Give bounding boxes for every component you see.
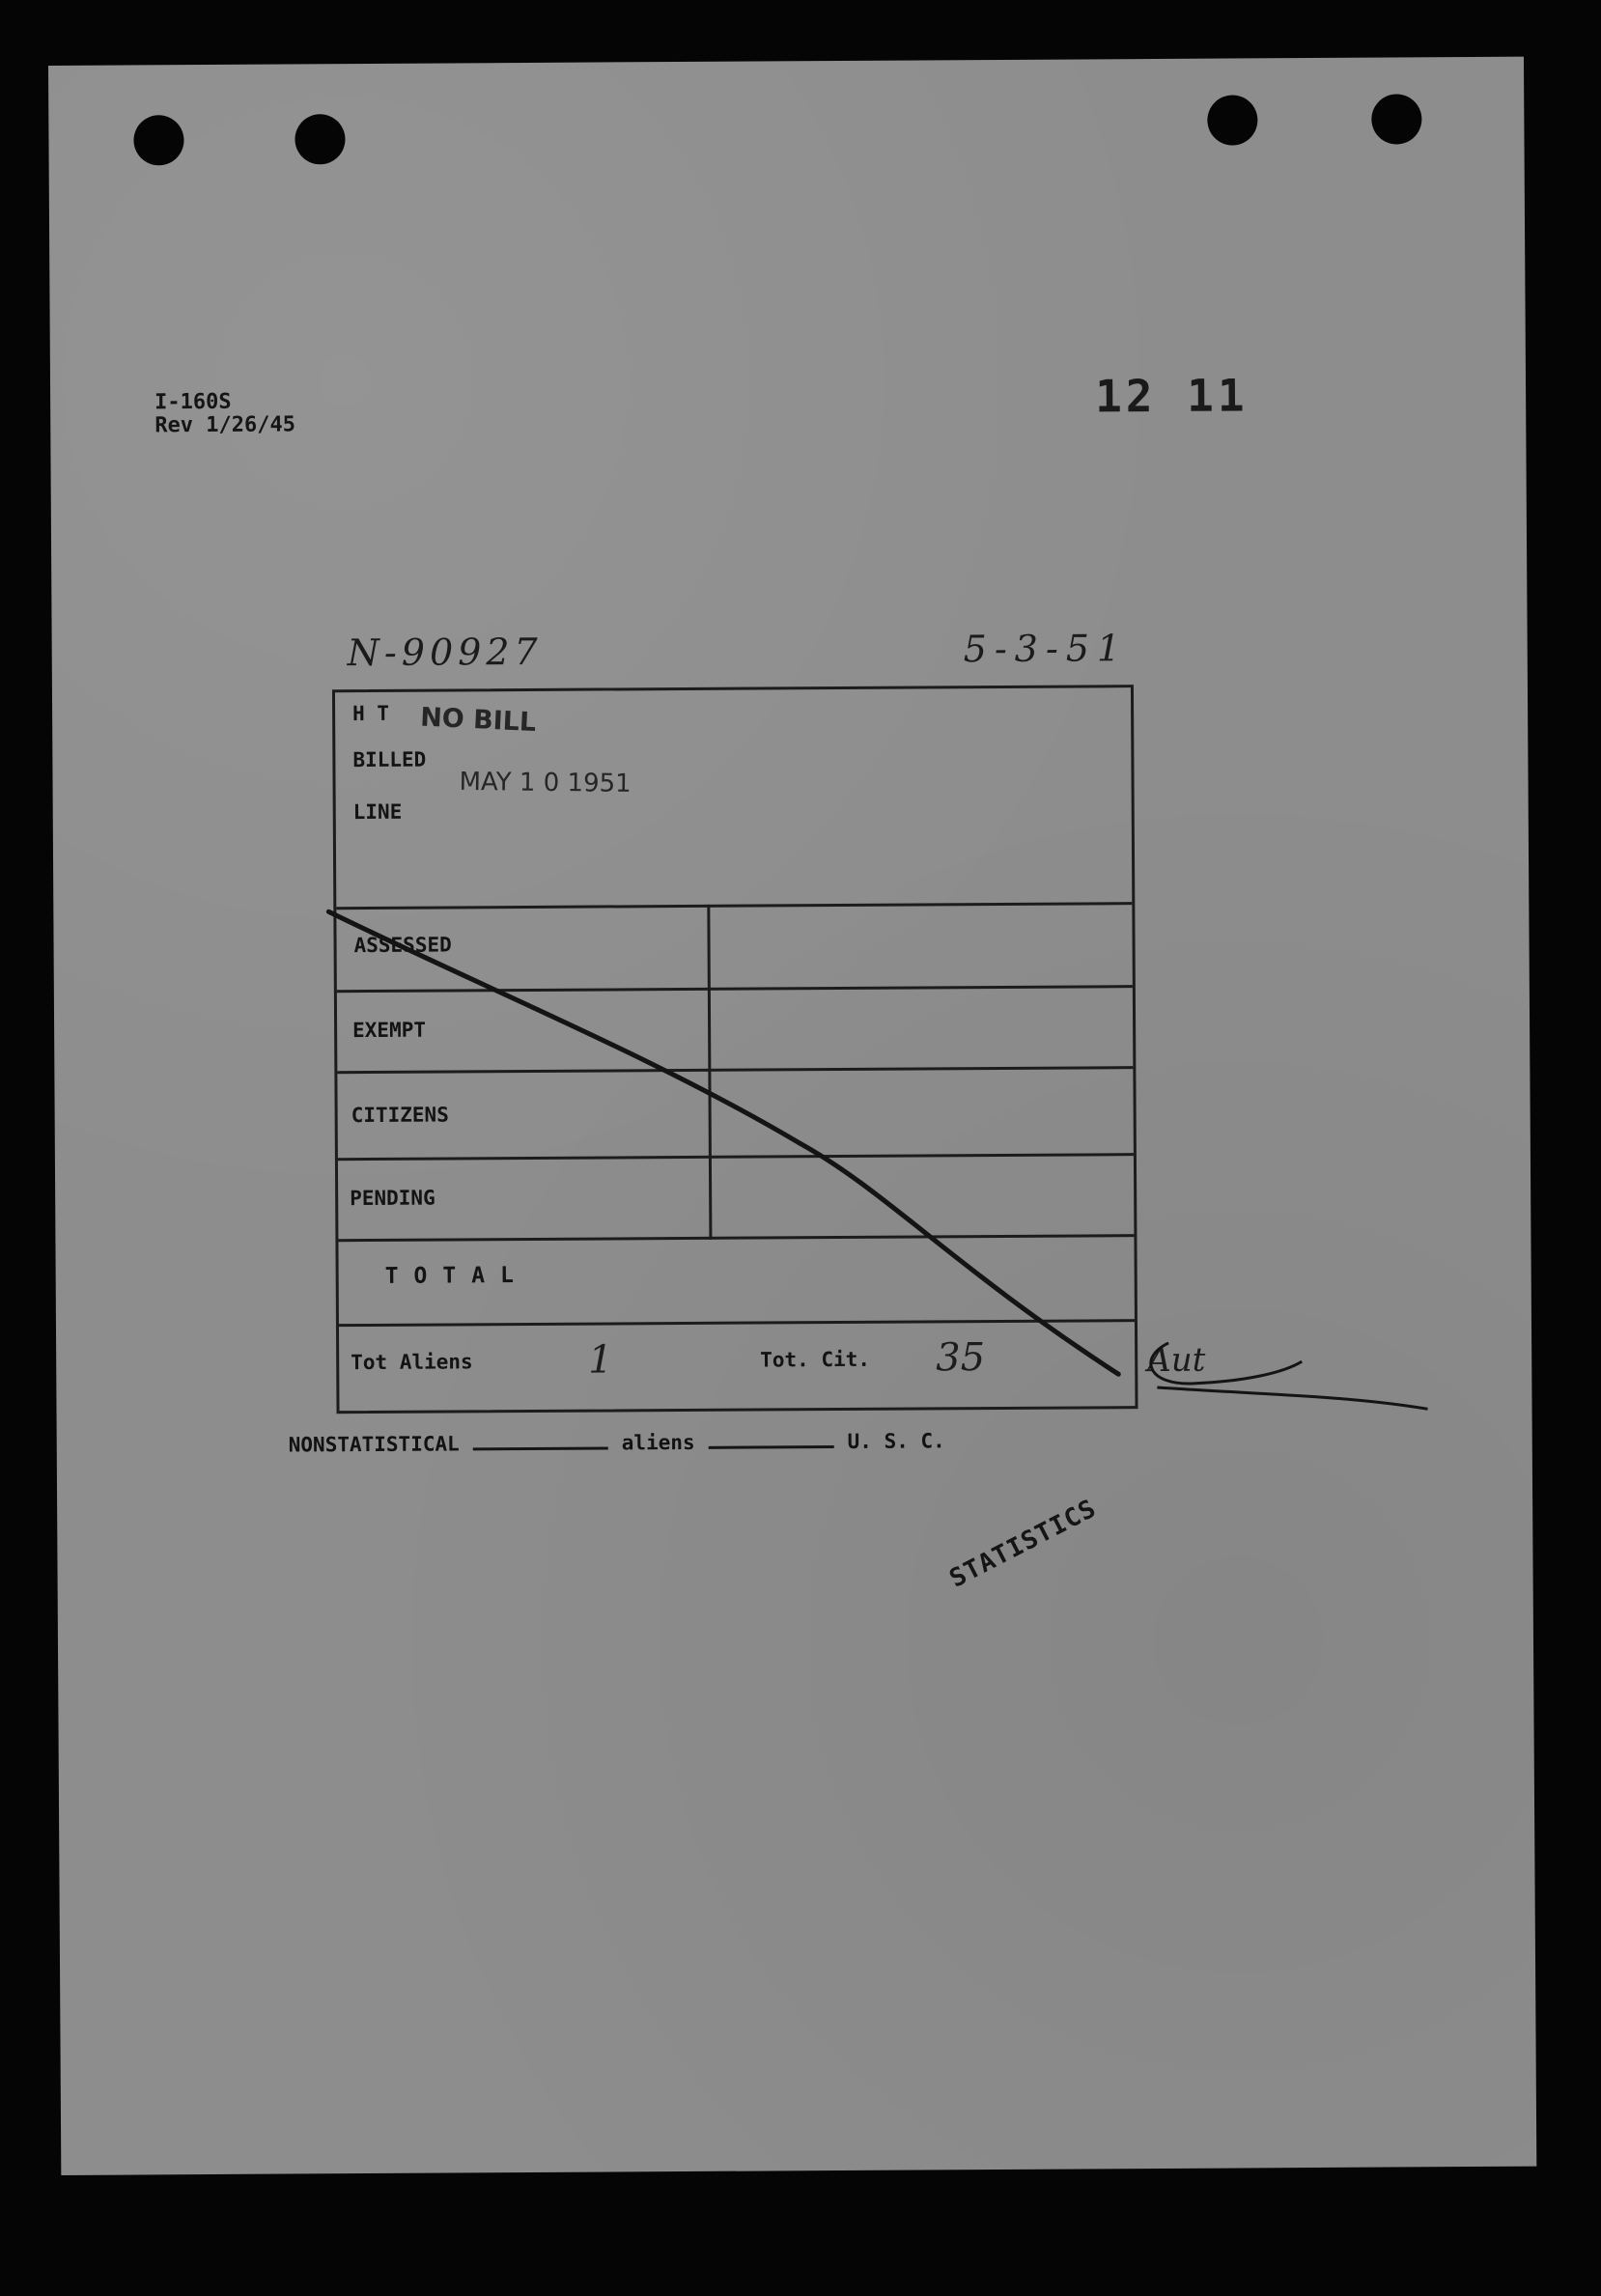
aliens-label: aliens	[621, 1430, 695, 1455]
label-ht: H T	[352, 701, 390, 726]
file-date: 5-3-51	[963, 627, 1129, 671]
usc-label: U. S. C.	[847, 1429, 945, 1453]
label-line: LINE	[352, 799, 403, 825]
row-label-exempt: EXEMPT	[352, 1018, 427, 1043]
initials: Aut	[1147, 1340, 1206, 1381]
pen-strokes	[48, 57, 1536, 2175]
document-page	[48, 57, 1536, 2175]
nonstatistical-line	[289, 1429, 945, 1456]
nonstatistical-label: NONSTATISTICAL	[288, 1432, 460, 1457]
statistics-stamp: STATISTICS	[944, 1494, 1102, 1594]
form-revision: Rev 1/26/45	[154, 412, 296, 438]
date-stamp: MAY 1 0 1951	[459, 767, 632, 798]
initials-circle	[1151, 1342, 1303, 1384]
row-label-assessed: ASSESSED	[353, 933, 452, 958]
no-bill-stamp: NO BILL	[419, 702, 537, 739]
tot-aliens-label: Tot Aliens	[351, 1350, 473, 1375]
total-label: TOTAL	[384, 1262, 529, 1289]
aliens-blank	[709, 1445, 834, 1449]
tot-aliens-value: 1	[588, 1337, 613, 1383]
cancel-strike-line	[328, 907, 1118, 1379]
page-number: 12 11	[1094, 369, 1249, 423]
label-billed: BILLED	[352, 747, 427, 772]
initials-tail	[1157, 1386, 1427, 1411]
form-number: I-160S	[154, 389, 232, 415]
tot-cit-label: Tot. Cit.	[760, 1347, 871, 1372]
row-label-citizens: CITIZENS	[351, 1103, 449, 1128]
tot-cit-value: 35	[936, 1335, 986, 1381]
file-number: N-90927	[347, 630, 543, 675]
nonstatistical-blank	[473, 1446, 608, 1450]
row-label-pending: PENDING	[350, 1186, 435, 1211]
